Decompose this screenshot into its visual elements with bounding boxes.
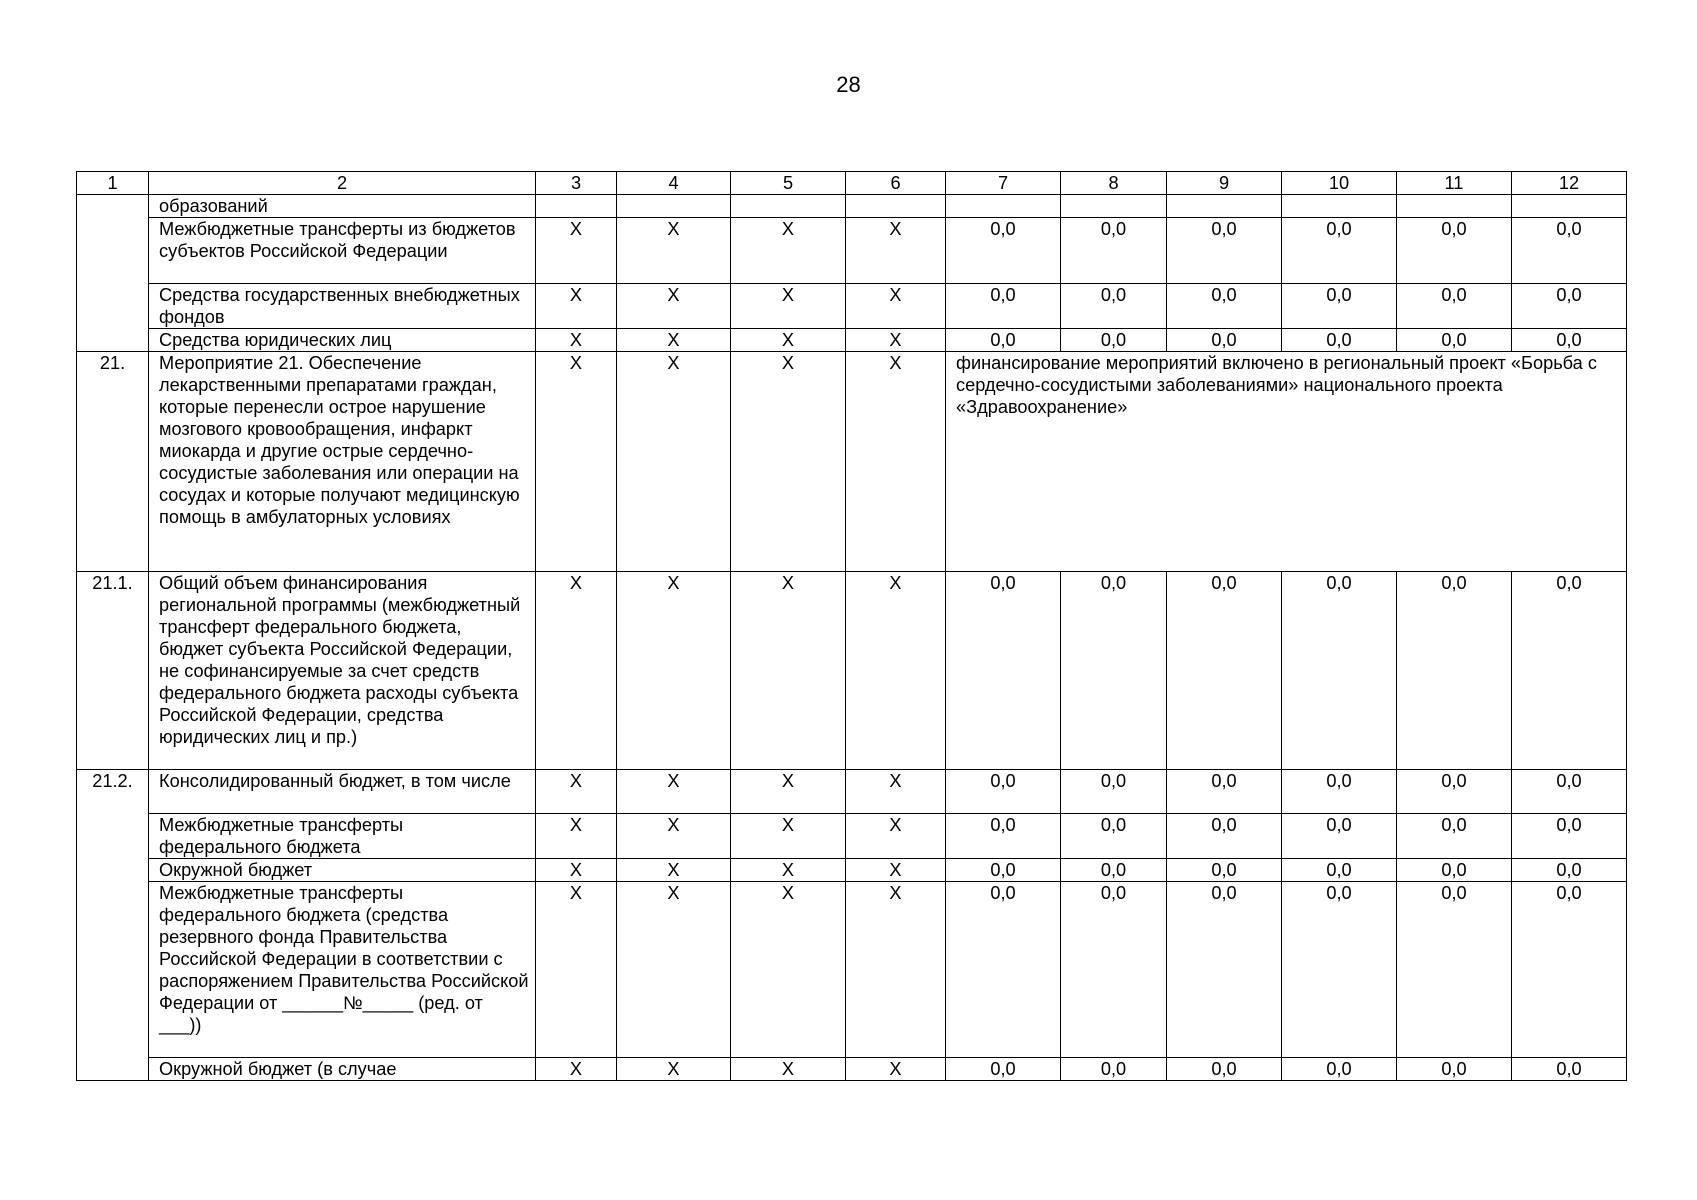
table-body bbox=[77, 195, 1627, 1081]
value-cell: 0,0 bbox=[1167, 770, 1282, 814]
column-header: 1 bbox=[77, 172, 149, 195]
row-name: Общий объем финансирования региональной программы (межбюджетный трансферт федерального бюджета, бюджет субъекта Российской Федерации, не софинансируемые за счет средств федерального бюджета расходы субъекта Российской Федерации, средства юридических лиц и пр.) bbox=[149, 572, 536, 770]
column-header: 8 bbox=[1061, 172, 1167, 195]
value-cell: 0,0 bbox=[1061, 1058, 1167, 1081]
value-cell: 0,0 bbox=[1167, 284, 1282, 329]
row-number: 21.1. bbox=[77, 572, 149, 770]
row-name: Межбюджетные трансферты федерального бюджета bbox=[149, 814, 536, 859]
value-cell: Х bbox=[846, 814, 946, 859]
table-row bbox=[77, 770, 1627, 814]
value-cell: 0,0 bbox=[1512, 218, 1627, 284]
value-cell: Х bbox=[731, 770, 846, 814]
value-cell: 0,0 bbox=[1167, 218, 1282, 284]
value-cell: Х bbox=[617, 859, 731, 882]
value-cell: Х bbox=[617, 770, 731, 814]
value-cell: Х bbox=[536, 882, 617, 1058]
value-cell: Х bbox=[846, 284, 946, 329]
value-cell: 0,0 bbox=[946, 284, 1061, 329]
value-cell: 0,0 bbox=[1167, 882, 1282, 1058]
table-row bbox=[77, 1058, 1627, 1081]
table-row bbox=[77, 284, 1627, 329]
column-header: 12 bbox=[1512, 172, 1627, 195]
value-cell: 0,0 bbox=[1397, 329, 1512, 352]
value-cell: 0,0 bbox=[1061, 770, 1167, 814]
value-cell: 0,0 bbox=[1167, 572, 1282, 770]
row-name: Окружной бюджет bbox=[149, 859, 536, 882]
value-cell: 0,0 bbox=[946, 770, 1061, 814]
value-cell: Х bbox=[617, 284, 731, 329]
value-cell: Х bbox=[731, 1058, 846, 1081]
value-cell bbox=[617, 195, 731, 218]
value-cell: Х bbox=[536, 770, 617, 814]
value-cell: 0,0 bbox=[1282, 284, 1397, 329]
value-cell: Х bbox=[731, 572, 846, 770]
column-header: 3 bbox=[536, 172, 617, 195]
value-cell: 0,0 bbox=[1167, 329, 1282, 352]
value-cell: 0,0 bbox=[946, 572, 1061, 770]
value-cell: Х bbox=[731, 329, 846, 352]
value-cell: Х bbox=[617, 572, 731, 770]
column-header: 11 bbox=[1397, 172, 1512, 195]
value-cell: 0,0 bbox=[1397, 770, 1512, 814]
value-cell: 0,0 bbox=[1282, 882, 1397, 1058]
value-cell: 0,0 bbox=[1512, 572, 1627, 770]
value-cell: 0,0 bbox=[1167, 814, 1282, 859]
value-cell: Х bbox=[731, 352, 846, 572]
value-cell: Х bbox=[846, 882, 946, 1058]
value-cell: 0,0 bbox=[1512, 859, 1627, 882]
value-cell: Х bbox=[846, 218, 946, 284]
value-cell: 0,0 bbox=[1061, 859, 1167, 882]
value-cell: Х bbox=[536, 329, 617, 352]
table-row bbox=[77, 572, 1627, 770]
table-row bbox=[77, 218, 1627, 284]
value-cell: Х bbox=[617, 882, 731, 1058]
value-cell: 0,0 bbox=[1397, 814, 1512, 859]
value-cell bbox=[1167, 195, 1282, 218]
value-cell: 0,0 bbox=[1397, 882, 1512, 1058]
value-cell: 0,0 bbox=[1397, 1058, 1512, 1081]
value-cell: Х bbox=[617, 218, 731, 284]
page-number: 28 bbox=[836, 72, 861, 97]
value-cell: 0,0 bbox=[1282, 814, 1397, 859]
value-cell: 0,0 bbox=[946, 882, 1061, 1058]
table-row bbox=[77, 882, 1627, 1058]
row-name: образований bbox=[149, 195, 536, 218]
table-row bbox=[77, 352, 1627, 572]
column-header: 6 bbox=[846, 172, 946, 195]
value-cell bbox=[1282, 195, 1397, 218]
value-cell: Х bbox=[536, 1058, 617, 1081]
column-header: 10 bbox=[1282, 172, 1397, 195]
row-name: Средства юридических лиц bbox=[149, 329, 536, 352]
value-cell: Х bbox=[731, 859, 846, 882]
value-cell: Х bbox=[536, 814, 617, 859]
value-cell: 0,0 bbox=[1282, 218, 1397, 284]
value-cell: 0,0 bbox=[1397, 859, 1512, 882]
value-cell: 0,0 bbox=[1282, 329, 1397, 352]
value-cell: 0,0 bbox=[1512, 284, 1627, 329]
value-cell: Х bbox=[617, 1058, 731, 1081]
value-cell: 0,0 bbox=[1167, 1058, 1282, 1081]
row-name: Мероприятие 21. Обеспечение лекарственными препаратами граждан, которые перенесли острое нарушение мозгового кровообращения, инфаркт миокарда и другие острые сердечно-сосудистые заболевания или операции на сосудах и которые получают медицинскую помощь в амбулаторных условиях bbox=[149, 352, 536, 572]
column-header: 7 bbox=[946, 172, 1061, 195]
value-cell: 0,0 bbox=[1061, 814, 1167, 859]
row-name: Средства государственных внебюджетных фондов bbox=[149, 284, 536, 329]
row-name: Межбюджетные трансферты федерального бюджета (средства резервного фонда Правительства Российской Федерации в соответствии с распоряжением Правительства Российской Федерации от ______№_____ (ред. от ___)) bbox=[149, 882, 536, 1058]
value-cell: Х bbox=[731, 814, 846, 859]
value-cell: 0,0 bbox=[1397, 572, 1512, 770]
value-cell: 0,0 bbox=[1282, 859, 1397, 882]
value-cell: 0,0 bbox=[1512, 814, 1627, 859]
value-cell: Х bbox=[731, 882, 846, 1058]
value-cell: Х bbox=[731, 284, 846, 329]
column-header: 4 bbox=[617, 172, 731, 195]
value-cell: Х bbox=[846, 1058, 946, 1081]
table-row bbox=[77, 859, 1627, 882]
value-cell bbox=[946, 195, 1061, 218]
value-cell: Х bbox=[617, 329, 731, 352]
value-cell: 0,0 bbox=[1397, 218, 1512, 284]
value-cell: Х bbox=[536, 284, 617, 329]
value-cell: 0,0 bbox=[1061, 329, 1167, 352]
row-name: Межбюджетные трансферты из бюджетов субъектов Российской Федерации bbox=[149, 218, 536, 284]
value-cell: 0,0 bbox=[1282, 1058, 1397, 1081]
row-name: Окружной бюджет (в случае bbox=[149, 1058, 536, 1081]
value-cell: Х bbox=[846, 329, 946, 352]
row-number: 21.2. bbox=[77, 770, 149, 1081]
value-cell: Х bbox=[731, 218, 846, 284]
value-cell: 0,0 bbox=[1282, 770, 1397, 814]
value-cell: 0,0 bbox=[946, 218, 1061, 284]
value-cell bbox=[1512, 195, 1627, 218]
value-cell: Х bbox=[846, 572, 946, 770]
value-cell: Х bbox=[846, 770, 946, 814]
financing-note: финансирование мероприятий включено в региональный проект «Борьба с сердечно-сосудистыми заболеваниями» национального проекта «Здравоохранение» bbox=[946, 352, 1627, 572]
value-cell: Х bbox=[617, 352, 731, 572]
funding-table bbox=[76, 171, 1627, 1081]
value-cell: 0,0 bbox=[1512, 1058, 1627, 1081]
value-cell: Х bbox=[846, 859, 946, 882]
value-cell: Х bbox=[846, 352, 946, 572]
value-cell bbox=[731, 195, 846, 218]
column-header: 5 bbox=[731, 172, 846, 195]
value-cell: 0,0 bbox=[1061, 572, 1167, 770]
value-cell: 0,0 bbox=[946, 329, 1061, 352]
value-cell: 0,0 bbox=[1512, 770, 1627, 814]
value-cell: Х bbox=[536, 218, 617, 284]
value-cell: Х bbox=[536, 352, 617, 572]
column-header: 9 bbox=[1167, 172, 1282, 195]
table-row bbox=[77, 195, 1627, 218]
value-cell: Х bbox=[536, 859, 617, 882]
row-number: 21. bbox=[77, 352, 149, 572]
table-row bbox=[77, 814, 1627, 859]
value-cell: 0,0 bbox=[1282, 572, 1397, 770]
value-cell: 0,0 bbox=[1512, 882, 1627, 1058]
value-cell: 0,0 bbox=[1167, 859, 1282, 882]
table-header-row bbox=[77, 172, 1627, 195]
value-cell: 0,0 bbox=[1061, 882, 1167, 1058]
value-cell: 0,0 bbox=[946, 814, 1061, 859]
row-number bbox=[77, 195, 149, 352]
value-cell bbox=[536, 195, 617, 218]
value-cell bbox=[846, 195, 946, 218]
table-row bbox=[77, 329, 1627, 352]
column-header: 2 bbox=[149, 172, 536, 195]
value-cell bbox=[1397, 195, 1512, 218]
value-cell bbox=[1061, 195, 1167, 218]
value-cell: Х bbox=[617, 814, 731, 859]
value-cell: 0,0 bbox=[1512, 329, 1627, 352]
row-name: Консолидированный бюджет, в том числе bbox=[149, 770, 536, 814]
value-cell: Х bbox=[536, 572, 617, 770]
value-cell: 0,0 bbox=[946, 1058, 1061, 1081]
value-cell: 0,0 bbox=[1061, 284, 1167, 329]
value-cell: 0,0 bbox=[946, 859, 1061, 882]
value-cell: 0,0 bbox=[1061, 218, 1167, 284]
value-cell: 0,0 bbox=[1397, 284, 1512, 329]
